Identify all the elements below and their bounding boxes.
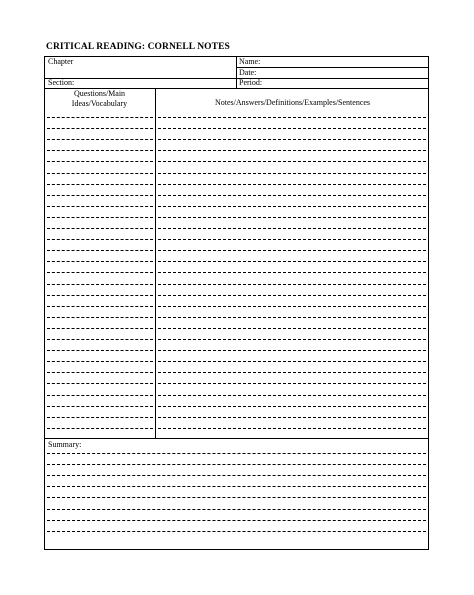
notes-line	[158, 117, 426, 118]
summary-line	[47, 486, 426, 487]
question-line	[47, 372, 153, 373]
section-label: Section:	[48, 78, 75, 87]
header-divider-name-date	[236, 67, 429, 68]
summary-line	[47, 531, 426, 532]
questions-column-heading	[44, 89, 155, 109]
notes-line	[158, 284, 426, 285]
notes-line	[158, 361, 426, 362]
question-line	[47, 195, 153, 196]
notes-line	[158, 417, 426, 418]
question-line	[47, 350, 153, 351]
question-line	[47, 217, 153, 218]
notes-line	[158, 395, 426, 396]
column-divider	[155, 88, 156, 438]
question-line	[47, 228, 153, 229]
notes-line	[158, 228, 426, 229]
notes-line	[158, 372, 426, 373]
summary-line	[47, 453, 426, 454]
notes-line	[158, 195, 426, 196]
question-line	[47, 428, 153, 429]
summary-line	[47, 509, 426, 510]
notes-line	[158, 261, 426, 262]
summary-line	[47, 464, 426, 465]
chapter-label: Chapter	[48, 57, 74, 66]
question-line	[47, 284, 153, 285]
notes-line	[158, 328, 426, 329]
questions-heading-line-1: Questions/Main	[73, 89, 126, 98]
notes-line	[158, 128, 426, 129]
question-line	[47, 383, 153, 384]
notes-line	[158, 383, 426, 384]
question-line	[47, 417, 153, 418]
question-line	[47, 406, 153, 407]
notes-line	[158, 217, 426, 218]
question-line	[47, 173, 153, 174]
notes-line	[158, 406, 426, 407]
question-line	[47, 295, 153, 296]
question-line	[47, 184, 153, 185]
question-line	[47, 150, 153, 151]
notes-line	[158, 428, 426, 429]
notes-column-heading: Notes/Answers/Definitions/Examples/Sentences	[214, 98, 371, 107]
questions-heading-line-2: Ideas/Vocabulary	[71, 99, 128, 108]
question-line	[47, 306, 153, 307]
summary-line	[47, 475, 426, 476]
name-label: Name:	[239, 57, 261, 66]
notes-line	[158, 184, 426, 185]
notes-line	[158, 350, 426, 351]
question-line	[47, 395, 153, 396]
question-line	[47, 128, 153, 129]
notes-line	[158, 161, 426, 162]
question-line	[47, 328, 153, 329]
question-line	[47, 261, 153, 262]
question-line	[47, 117, 153, 118]
page-title: CRITICAL READING: CORNELL NOTES	[46, 42, 230, 52]
summary-divider	[44, 438, 429, 439]
question-line	[47, 250, 153, 251]
period-label: Period:	[239, 78, 263, 87]
notes-line	[158, 239, 426, 240]
notes-line	[158, 250, 426, 251]
question-line	[47, 361, 153, 362]
notes-line	[158, 317, 426, 318]
summary-line	[47, 520, 426, 521]
question-line	[47, 161, 153, 162]
question-line	[47, 272, 153, 273]
summary-label: Summary:	[48, 440, 82, 449]
notes-line	[158, 173, 426, 174]
question-line	[47, 317, 153, 318]
notes-line	[158, 150, 426, 151]
date-label: Date:	[239, 68, 257, 77]
question-line	[47, 206, 153, 207]
notes-line	[158, 139, 426, 140]
notes-line	[158, 295, 426, 296]
notes-line	[158, 206, 426, 207]
question-line	[47, 339, 153, 340]
question-line	[47, 139, 153, 140]
header-vertical-divider	[236, 56, 237, 88]
notes-line	[158, 306, 426, 307]
notes-line	[158, 272, 426, 273]
notes-line	[158, 339, 426, 340]
question-line	[47, 239, 153, 240]
summary-line	[47, 497, 426, 498]
